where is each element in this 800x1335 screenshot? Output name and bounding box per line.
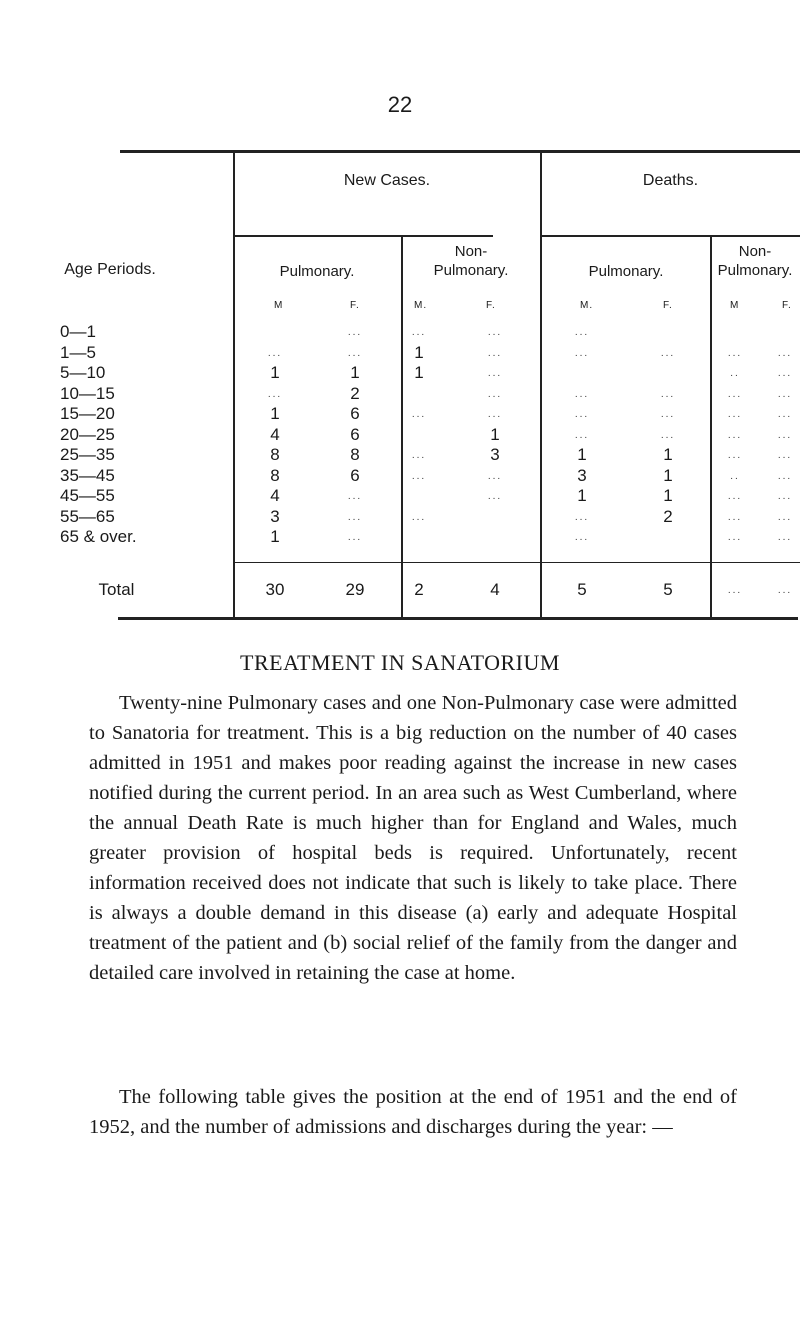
empty-cell: ... xyxy=(660,388,676,400)
value-cell: 1 xyxy=(270,404,280,423)
empty-cell: ... xyxy=(727,429,743,441)
paragraph-1: Twenty-nine Pulmonary cases and one Non-Pulmonary case were admitted to Sanatoria for treatment. This is a big reduction on the number of 40 cases admitted in 1951 and makes poor reading against the increase in new cases notified during the current period. In an area such as West Cumberland, where the annual Death Rate is much higher than for England and Wales, much greater provision of hospital beds is required. Unfortunately, recent information received does not indicate that such is likely to take place. There is always a double demand in this disease (a) early and adequate Hospital treatment of the patient and (b) social relief of the family from the danger and detailed care involved in retaining the case at home. xyxy=(89,692,737,984)
value-cell: 3 xyxy=(490,445,500,464)
empty-cell: ... xyxy=(487,470,503,482)
value-cell: 2 xyxy=(350,383,360,403)
empty-cell: ... xyxy=(727,532,743,543)
value-cell: 2 xyxy=(663,506,673,526)
total-cell: 4 xyxy=(490,580,500,599)
header-deaths-non-pulmonary xyxy=(710,242,800,280)
empty-cell: ... xyxy=(777,409,793,420)
age-period: 1—5 xyxy=(60,342,96,362)
empty-cell: ... xyxy=(574,409,590,420)
empty-cell: ... xyxy=(347,491,363,502)
empty-cell: ... xyxy=(574,327,590,338)
value-cell: 1 xyxy=(577,486,587,505)
value-cell: 1 xyxy=(577,445,587,464)
empty-cell: ... xyxy=(727,409,743,420)
empty-cell: ... xyxy=(347,532,363,543)
age-period: 55—65 xyxy=(60,506,115,526)
empty-cell: ... xyxy=(727,388,743,400)
value-cell: 6 xyxy=(350,465,360,485)
total-cell: 2 xyxy=(414,580,424,599)
empty-cell: ... xyxy=(411,327,427,338)
header-new-pulmonary: Pulmonary. xyxy=(279,263,355,280)
empty-cell: ... xyxy=(660,409,676,420)
empty-cell: ... xyxy=(727,450,743,461)
header-rule-new xyxy=(233,235,493,237)
header-age-periods: Age Periods. xyxy=(64,261,156,278)
empty-cell: ... xyxy=(267,347,283,359)
empty-cell: ... xyxy=(777,532,793,543)
page-number: 22 xyxy=(387,92,413,117)
total-label: Total xyxy=(98,580,135,599)
age-period: 65 & over. xyxy=(60,527,137,546)
table-top-rule xyxy=(120,150,800,153)
tuberculosis-table xyxy=(0,150,800,620)
age-period: 15—20 xyxy=(60,404,115,423)
empty-cell: ... xyxy=(777,368,793,379)
value-cell: 6 xyxy=(350,404,360,423)
age-period: 5—10 xyxy=(60,363,106,382)
empty-cell: ... xyxy=(347,347,363,359)
empty-cell: ... xyxy=(660,429,676,441)
value-cell: 4 xyxy=(270,424,280,444)
empty-cell: .. xyxy=(730,368,740,379)
empty-cell: ... xyxy=(777,470,793,482)
table-bottom-rule xyxy=(118,617,798,620)
label-m-new-nonpul: M. xyxy=(414,300,428,311)
value-cell: 8 xyxy=(270,465,280,485)
empty-cell: ... xyxy=(411,450,427,461)
empty-cell: ... xyxy=(727,347,743,359)
empty-cell: ... xyxy=(777,450,793,461)
section-heading: TREATMENT IN SANATORIUM xyxy=(240,650,560,675)
empty-cell: ... xyxy=(347,327,363,338)
header-deaths-pulmonary: Pulmonary. xyxy=(588,263,664,280)
value-cell: 6 xyxy=(350,424,360,444)
value-cell: 1 xyxy=(663,465,673,485)
value-cell: 1 xyxy=(414,342,424,362)
age-period: 45—55 xyxy=(60,486,115,505)
total-cell: 5 xyxy=(663,580,673,599)
header-new-non-pulmonary-text: Non- Pulmonary. xyxy=(433,243,509,279)
header-new-cases: New Cases. xyxy=(343,172,431,189)
age-period: 10—15 xyxy=(60,383,115,403)
label-m-deaths-nonpul: M xyxy=(730,300,740,311)
empty-cell: ... xyxy=(267,388,283,400)
total-cell: 30 xyxy=(265,580,285,599)
empty-cell: ... xyxy=(777,491,793,502)
header-new-non-pulmonary xyxy=(401,242,541,280)
header-deaths-non-pulmonary-text: Non- Pulmonary. xyxy=(717,243,793,279)
age-period: 0—1 xyxy=(60,322,96,341)
empty-cell: ... xyxy=(574,388,590,400)
total-rule-deaths xyxy=(541,562,800,563)
empty-cell: ... xyxy=(777,429,793,441)
empty-cell: .. xyxy=(730,470,740,482)
label-f-deaths-nonpul: F. xyxy=(782,300,792,311)
empty-cell: ... xyxy=(574,429,590,441)
empty-cell: ... xyxy=(487,409,503,420)
empty-cell: ... xyxy=(727,511,743,523)
empty-cell: ... xyxy=(347,511,363,523)
age-period: 25—35 xyxy=(60,445,115,464)
empty-cell: ... xyxy=(777,388,793,400)
total-rule-new xyxy=(233,562,541,563)
age-period: 20—25 xyxy=(60,424,115,444)
divider-age xyxy=(233,153,235,617)
value-cell: 1 xyxy=(270,363,280,382)
value-cell: 8 xyxy=(350,445,360,464)
header-deaths: Deaths. xyxy=(642,172,699,189)
empty-cell: ... xyxy=(487,327,503,338)
empty-cell: ... xyxy=(411,409,427,420)
empty-cell: ... xyxy=(777,347,793,359)
value-cell: 1 xyxy=(663,486,673,505)
total-cell: 29 xyxy=(345,580,365,599)
label-f-new-nonpul: F. xyxy=(486,300,496,311)
total-cell: 5 xyxy=(577,580,587,599)
empty-cell: ... xyxy=(574,511,590,523)
value-cell: 1 xyxy=(414,363,424,382)
value-cell: 1 xyxy=(663,445,673,464)
label-m-new-pul: M xyxy=(274,300,284,311)
empty-cell: ... xyxy=(487,388,503,400)
empty-cell: ... xyxy=(574,347,590,359)
empty-cell: ... xyxy=(574,532,590,543)
value-cell: 3 xyxy=(577,465,587,485)
total-cell: ... xyxy=(777,585,793,596)
empty-cell: ... xyxy=(487,347,503,359)
value-cell: 3 xyxy=(270,506,280,526)
divider-new-pul xyxy=(401,235,403,618)
empty-cell: ... xyxy=(727,491,743,502)
divider-new-deaths xyxy=(540,153,542,617)
header-rule-deaths xyxy=(541,235,800,237)
empty-cell: ... xyxy=(411,511,427,523)
value-cell: 1 xyxy=(350,363,360,382)
age-period: 35—45 xyxy=(60,465,115,485)
value-cell: 1 xyxy=(270,527,280,546)
label-f-new-pul: F. xyxy=(350,300,360,311)
value-cell: 8 xyxy=(270,445,280,464)
total-cell: ... xyxy=(727,585,743,596)
paragraph-2: The following table gives the position at the end of 1951 and the end of 1952, and the number of admissions and discharges during the year: — xyxy=(89,1086,737,1138)
empty-cell: ... xyxy=(487,491,503,502)
empty-cell: ... xyxy=(411,470,427,482)
value-cell: 1 xyxy=(490,424,500,444)
label-m-deaths-pul: M. xyxy=(580,300,594,311)
empty-cell: ... xyxy=(487,368,503,379)
value-cell: 4 xyxy=(270,486,280,505)
empty-cell: ... xyxy=(660,347,676,359)
divider-deaths-pul xyxy=(710,235,712,618)
empty-cell: ... xyxy=(777,511,793,523)
label-f-deaths-pul: F. xyxy=(663,300,673,311)
